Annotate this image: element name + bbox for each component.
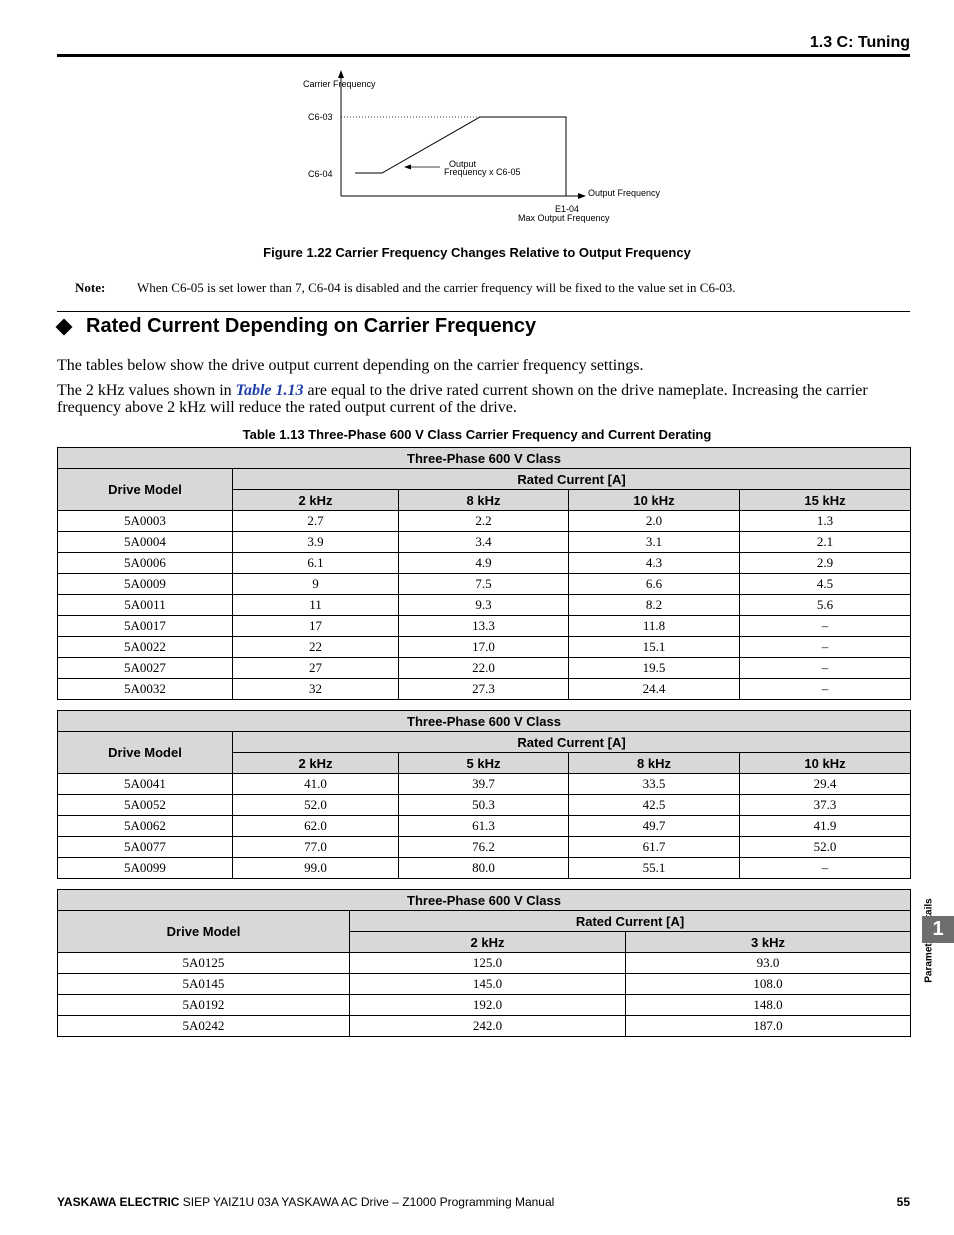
frequency-header: 3 kHz <box>626 932 911 953</box>
drive-model-cell: 5A0017 <box>58 616 233 637</box>
figure-x-axis-label: Output Frequency <box>588 188 661 198</box>
figure-x-axis-arrow <box>578 193 586 199</box>
diamond-bullet-icon <box>56 319 73 336</box>
paragraph-text: are equal to the drive rated current shown on the drive nameplate. Increasing the carrier frequency above 2 kHz will reduce the rated output current of the drive. <box>57 382 868 416</box>
rated-current-cell: 4.5 <box>740 574 911 595</box>
frequency-header: 2 kHz <box>233 490 399 511</box>
footer-text <box>57 1195 554 1209</box>
figure-x-tick-line1: E1-04 <box>555 204 580 214</box>
footer-manual: SIEP YAIZ1U 03A YASKAWA AC Drive – Z1000 Programming Manual <box>179 1195 555 1209</box>
table-row <box>58 616 911 637</box>
rated-current-cell: 93.0 <box>626 953 911 974</box>
table-row <box>58 837 911 858</box>
header-rule <box>57 54 910 57</box>
rated-current-cell: 2.0 <box>569 511 740 532</box>
drive-model-cell: 5A0052 <box>58 795 233 816</box>
rated-current-cell: 2.7 <box>233 511 399 532</box>
rated-current-cell: 52.0 <box>233 795 399 816</box>
drive-model-cell: 5A0041 <box>58 774 233 795</box>
drive-model-cell: 5A0032 <box>58 679 233 700</box>
drive-model-header: Drive Model <box>58 732 233 774</box>
rated-current-cell: 41.9 <box>740 816 911 837</box>
drive-model-cell: 5A0011 <box>58 595 233 616</box>
table-row <box>58 995 911 1016</box>
rated-current-cell: 61.7 <box>569 837 740 858</box>
table-row <box>58 532 911 553</box>
paragraph-text: The 2 kHz values shown in <box>57 382 236 399</box>
table-row <box>58 795 911 816</box>
table-row <box>58 511 911 532</box>
rated-current-cell: 7.5 <box>399 574 569 595</box>
intro-paragraph: The tables below show the drive output current depending on the carrier frequency settings. <box>57 357 644 374</box>
drive-model-header: Drive Model <box>58 469 233 511</box>
rated-current-cell: 2.1 <box>740 532 911 553</box>
table-row <box>58 637 911 658</box>
rated-current-cell: 77.0 <box>233 837 399 858</box>
derating-table-1 <box>57 447 911 700</box>
rated-current-cell: 62.0 <box>233 816 399 837</box>
rated-current-cell: 2.2 <box>399 511 569 532</box>
rated-current-cell: 22 <box>233 637 399 658</box>
frequency-header: 2 kHz <box>350 932 626 953</box>
drive-model-cell: 5A0192 <box>58 995 350 1016</box>
rated-current-cell: 5.6 <box>740 595 911 616</box>
rated-current-cell: 8.2 <box>569 595 740 616</box>
rated-current-cell: 27 <box>233 658 399 679</box>
figure-caption: Figure 1.22 Carrier Frequency Changes Relative to Output Frequency <box>263 245 691 260</box>
page-number: 55 <box>896 1195 910 1209</box>
rated-current-cell: 61.3 <box>399 816 569 837</box>
rated-current-cell: 3.4 <box>399 532 569 553</box>
class-title-header: Three-Phase 600 V Class <box>58 890 911 911</box>
rated-current-cell: 27.3 <box>399 679 569 700</box>
rated-current-cell: 1.3 <box>740 511 911 532</box>
figure-carrier-curve <box>355 117 566 196</box>
frequency-header: 8 kHz <box>569 753 740 774</box>
table-row <box>58 858 911 879</box>
rated-current-cell: 80.0 <box>399 858 569 879</box>
rated-current-cell: – <box>740 679 911 700</box>
table-reference-link[interactable]: Table 1.13 <box>235 382 304 399</box>
class-title-header: Three-Phase 600 V Class <box>58 448 911 469</box>
section-header-title: 1.3 C: Tuning <box>809 34 910 51</box>
figure-annotation-line1: Output <box>449 159 477 169</box>
drive-model-cell: 5A0009 <box>58 574 233 595</box>
rated-current-cell: – <box>740 658 911 679</box>
table-row <box>58 974 911 995</box>
rated-current-cell: 145.0 <box>350 974 626 995</box>
figure-x-tick-line2: Max Output Frequency <box>518 213 610 223</box>
drive-model-cell: 5A0027 <box>58 658 233 679</box>
rated-current-header: Rated Current [A] <box>233 469 911 490</box>
rated-current-cell: 3.1 <box>569 532 740 553</box>
drive-model-cell: 5A0003 <box>58 511 233 532</box>
class-title-header: Three-Phase 600 V Class <box>58 711 911 732</box>
note-label: Note: <box>75 280 106 295</box>
rated-current-cell: 4.3 <box>569 553 740 574</box>
section-title: Rated Current Depending on Carrier Frequency <box>86 315 537 337</box>
rated-current-cell: 76.2 <box>399 837 569 858</box>
rated-current-cell: 29.4 <box>740 774 911 795</box>
table-row <box>58 658 911 679</box>
figure-annotation-line2: Frequency x C6-05 <box>444 167 521 177</box>
table-caption: Table 1.13 Three-Phase 600 V Class Carrier Frequency and Current Derating <box>242 427 712 442</box>
rated-current-cell: 50.3 <box>399 795 569 816</box>
frequency-header: 10 kHz <box>569 490 740 511</box>
rated-current-cell: 55.1 <box>569 858 740 879</box>
frequency-header: 15 kHz <box>740 490 911 511</box>
rated-current-cell: 13.3 <box>399 616 569 637</box>
rated-current-cell: 2.9 <box>740 553 911 574</box>
table-row <box>58 679 911 700</box>
table-row <box>58 774 911 795</box>
drive-model-cell: 5A0062 <box>58 816 233 837</box>
derating-table-2 <box>57 710 911 879</box>
rated-current-cell: 15.1 <box>569 637 740 658</box>
rated-current-cell: 11.8 <box>569 616 740 637</box>
frequency-header: 5 kHz <box>399 753 569 774</box>
rated-current-cell: 192.0 <box>350 995 626 1016</box>
rated-current-cell: 6.6 <box>569 574 740 595</box>
table-row <box>58 595 911 616</box>
drive-model-cell: 5A0022 <box>58 637 233 658</box>
side-tab-label <box>922 898 936 998</box>
drive-model-header: Drive Model <box>58 911 350 953</box>
section-rule <box>57 311 910 312</box>
table-row <box>58 816 911 837</box>
rated-current-cell: 52.0 <box>740 837 911 858</box>
figure-tick-c603: C6-03 <box>308 112 333 122</box>
rated-current-cell: 9 <box>233 574 399 595</box>
note-text: When C6-05 is set lower than 7, C6-04 is disabled and the carrier frequency will be fixed to the value set in C6-03. <box>137 280 736 295</box>
rated-current-header: Rated Current [A] <box>233 732 911 753</box>
carrier-frequency-figure <box>290 70 680 230</box>
rated-current-cell: 148.0 <box>626 995 911 1016</box>
drive-model-cell: 5A0125 <box>58 953 350 974</box>
rated-current-cell: 33.5 <box>569 774 740 795</box>
rated-current-cell: 4.9 <box>399 553 569 574</box>
table-row <box>58 953 911 974</box>
rated-current-cell: 17 <box>233 616 399 637</box>
rated-current-cell: 41.0 <box>233 774 399 795</box>
drive-model-cell: 5A0242 <box>58 1016 350 1037</box>
frequency-header: 8 kHz <box>399 490 569 511</box>
rated-current-cell: 32 <box>233 679 399 700</box>
drive-model-cell: 5A0004 <box>58 532 233 553</box>
chapter-tab[interactable]: 1 <box>922 916 954 943</box>
rated-current-cell: – <box>740 637 911 658</box>
rated-current-cell: 99.0 <box>233 858 399 879</box>
rated-current-cell: – <box>740 858 911 879</box>
figure-tick-c604: C6-04 <box>308 169 333 179</box>
frequency-header: 2 kHz <box>233 753 399 774</box>
drive-model-cell: 5A0099 <box>58 858 233 879</box>
table-row <box>58 553 911 574</box>
rated-current-cell: 242.0 <box>350 1016 626 1037</box>
nameplate-paragraph <box>57 382 910 416</box>
drive-model-cell: 5A0006 <box>58 553 233 574</box>
rated-current-cell: 19.5 <box>569 658 740 679</box>
rated-current-cell: 187.0 <box>626 1016 911 1037</box>
figure-y-axis-label: Carrier Frequency <box>303 79 376 89</box>
derating-table-3 <box>57 889 911 1037</box>
rated-current-cell: 6.1 <box>233 553 399 574</box>
rated-current-cell: 108.0 <box>626 974 911 995</box>
rated-current-cell: 3.9 <box>233 532 399 553</box>
footer-brand: YASKAWA ELECTRIC <box>57 1195 180 1209</box>
rated-current-header: Rated Current [A] <box>350 911 911 932</box>
rated-current-cell: 37.3 <box>740 795 911 816</box>
rated-current-cell: 22.0 <box>399 658 569 679</box>
figure-y-axis-arrow <box>338 70 344 78</box>
rated-current-cell: 24.4 <box>569 679 740 700</box>
drive-model-cell: 5A0077 <box>58 837 233 858</box>
table-row <box>58 1016 911 1037</box>
rated-current-cell: 42.5 <box>569 795 740 816</box>
rated-current-cell: 17.0 <box>399 637 569 658</box>
table-row <box>58 574 911 595</box>
rated-current-cell: 39.7 <box>399 774 569 795</box>
rated-current-cell: 11 <box>233 595 399 616</box>
rated-current-cell: 49.7 <box>569 816 740 837</box>
frequency-header: 10 kHz <box>740 753 911 774</box>
drive-model-cell: 5A0145 <box>58 974 350 995</box>
rated-current-cell: 9.3 <box>399 595 569 616</box>
rated-current-cell: – <box>740 616 911 637</box>
rated-current-cell: 125.0 <box>350 953 626 974</box>
